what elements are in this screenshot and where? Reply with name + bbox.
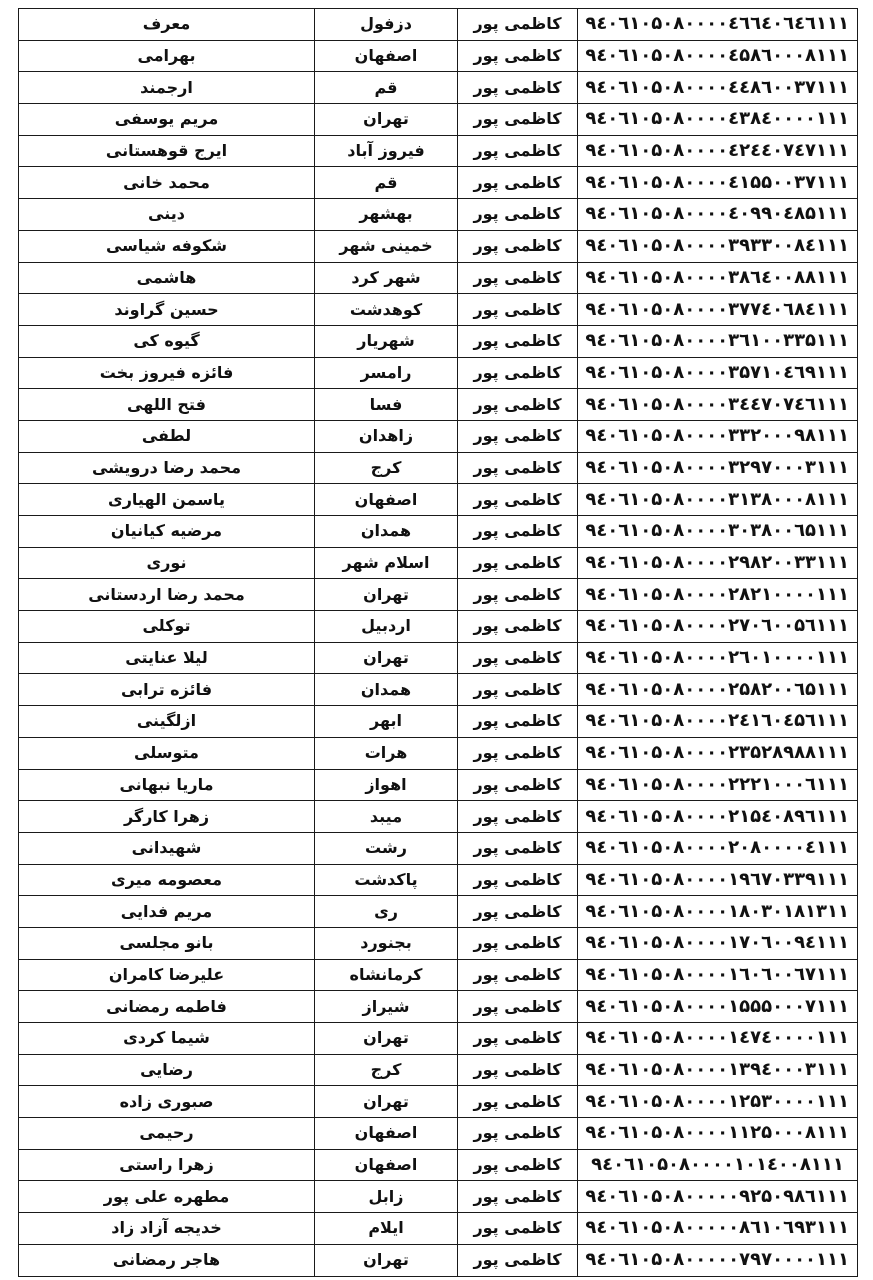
agent-cell: کاظمی پور: [458, 484, 578, 516]
city-cell: همدان: [315, 516, 458, 548]
table-row: [19, 737, 858, 769]
table-row: [19, 832, 858, 864]
table-row: [19, 389, 858, 421]
tracking-code-cell: ۹٤۰٦۱۰۵۰۸۰۰۰۰۳٦۱۰۰۳۳۵۱۱۱: [578, 325, 858, 357]
city-cell: بهشهر: [315, 199, 458, 231]
city-cell: اسلام شهر: [315, 547, 458, 579]
tracking-code-cell: ۹٤۰٦۱۰۵۰۸۰۰۰۰۳۳۲۰۰۰۹۸۱۱۱: [578, 420, 858, 452]
table-row: [19, 864, 858, 896]
agent-cell: کاظمی پور: [458, 547, 578, 579]
agent-cell: کاظمی پور: [458, 104, 578, 136]
city-cell: زابل: [315, 1181, 458, 1213]
city-cell: رشت: [315, 832, 458, 864]
table-row: [19, 167, 858, 199]
agent-cell: کاظمی پور: [458, 72, 578, 104]
table-row: [19, 706, 858, 738]
city-cell: رامسر: [315, 357, 458, 389]
agent-cell: کاظمی پور: [458, 135, 578, 167]
table-row: [19, 1054, 858, 1086]
tracking-code-cell: ۹٤۰٦۱۰۵۰۸۰۰۰۰۳۷۷٤۰٦۸٤۱۱۱: [578, 294, 858, 326]
table-row: [19, 674, 858, 706]
table-row: [19, 230, 858, 262]
tracking-code-cell: ۹٤۰٦۱۰۵۰۸۰۰۰۰۱٦۰٦۰۰٦۷۱۱۱: [578, 959, 858, 991]
person-name-cell: معصومه میری: [19, 864, 315, 896]
agent-cell: کاظمی پور: [458, 611, 578, 643]
person-name-cell: دینی: [19, 199, 315, 231]
table-row: [19, 9, 858, 41]
city-cell: شیراز: [315, 991, 458, 1023]
tracking-code-cell: ۹٤۰٦۱۰۵۰۸۰۰۰۰۱۷۰٦۰۰۹٤۱۱۱: [578, 927, 858, 959]
document-sheet: [18, 8, 857, 1277]
tracking-code-cell: ۹٤۰٦۱۰۵۰۸۰۰۰۰۱۳۹٤۰۰۰۳۱۱۱: [578, 1054, 858, 1086]
person-name-cell: فاطمه رمضانی: [19, 991, 315, 1023]
person-name-cell: فتح اللهی: [19, 389, 315, 421]
tracking-code-cell: ۹٤۰٦۱۰۵۰۸۰۰۰۰۳۸٦٤۰۰۸۸۱۱۱: [578, 262, 858, 294]
table-row: [19, 991, 858, 1023]
tracking-code-cell: ۹٤۰٦۱۰۵۰۸۰۰۰۰۲۵۸۲۰۰٦۵۱۱۱: [578, 674, 858, 706]
table-row: [19, 1118, 858, 1150]
agent-cell: کاظمی پور: [458, 1054, 578, 1086]
city-cell: اردبیل: [315, 611, 458, 643]
tracking-code-cell: ۹٤۰٦۱۰۵۰۸۰۰۰۰۲۹۸۲۰۰۳۳۱۱۱: [578, 547, 858, 579]
city-cell: پاکدشت: [315, 864, 458, 896]
agent-cell: کاظمی پور: [458, 1149, 578, 1181]
tracking-code-cell: ۹٤۰٦۱۰۵۰۸۰۰۰۰۱۱۲۵۰۰۰۸۱۱۱: [578, 1118, 858, 1150]
tracking-code-cell: ۹٤۰٦۱۰۵۰۸۰۰۰۰۲۰۸۰۰۰۰٤۱۱۱: [578, 832, 858, 864]
person-name-cell: لیلا عنایتی: [19, 642, 315, 674]
person-name-cell: هاجر رمضانی: [19, 1244, 315, 1276]
person-name-cell: شیما کردی: [19, 1023, 315, 1055]
agent-cell: کاظمی پور: [458, 896, 578, 928]
city-cell: دزفول: [315, 9, 458, 41]
person-name-cell: علیرضا کامران: [19, 959, 315, 991]
table-row: [19, 40, 858, 72]
person-name-cell: زهرا کارگر: [19, 801, 315, 833]
person-name-cell: توکلی: [19, 611, 315, 643]
city-cell: قم: [315, 167, 458, 199]
tracking-code-cell: ۹٤۰٦۱۰۵۰۸۰۰۰۰۲٦۰۱۰۰۰۰۱۱۱: [578, 642, 858, 674]
person-name-cell: بانو مجلسی: [19, 927, 315, 959]
agent-cell: کاظمی پور: [458, 1086, 578, 1118]
city-cell: همدان: [315, 674, 458, 706]
table-row: [19, 199, 858, 231]
person-name-cell: صبوری زاده: [19, 1086, 315, 1118]
agent-cell: کاظمی پور: [458, 642, 578, 674]
person-name-cell: ازلگینی: [19, 706, 315, 738]
tracking-code-cell: ۹٤۰٦۱۰۵۰۸۰۰۰۰٤۱۵۵۰۰۳۷۱۱۱: [578, 167, 858, 199]
tracking-code-cell: ۹٤۰٦۱۰۵۰۸۰۰۰۰۰۸٦۱۰٦۹۳۱۱۱: [578, 1213, 858, 1245]
table-row: [19, 1181, 858, 1213]
city-cell: تهران: [315, 579, 458, 611]
table-row: [19, 104, 858, 136]
city-cell: ایلام: [315, 1213, 458, 1245]
table-row: [19, 927, 858, 959]
tracking-code-cell: ۹٤۰٦۱۰۵۰۸۰۰۰۰۱۹٦۷۰۳۳۹۱۱۱: [578, 864, 858, 896]
tracking-code-cell: ۹٤۰٦۱۰۵۰۸۰۰۰۰۳۰۳۸۰۰٦۵۱۱۱: [578, 516, 858, 548]
city-cell: خمینی شهر: [315, 230, 458, 262]
city-cell: فیروز آباد: [315, 135, 458, 167]
agent-cell: کاظمی پور: [458, 674, 578, 706]
city-cell: اصفهان: [315, 484, 458, 516]
city-cell: اهواز: [315, 769, 458, 801]
city-cell: اصفهان: [315, 1118, 458, 1150]
city-cell: زاهدان: [315, 420, 458, 452]
table-row: [19, 769, 858, 801]
person-name-cell: زهرا راستی: [19, 1149, 315, 1181]
tracking-code-cell: ۹٤۰٦۱۰۵۰۸۰۰۰۰۳۹۳۳۰۰۸٤۱۱۱: [578, 230, 858, 262]
table-row: [19, 452, 858, 484]
table-row: [19, 72, 858, 104]
tracking-code-cell: ۹٤۰٦۱۰۵۰۸۰۰۰۰۲۳۵۲۸۹۸۸۱۱۱: [578, 737, 858, 769]
agent-cell: کاظمی پور: [458, 199, 578, 231]
records-table-body: [19, 9, 858, 1277]
tracking-code-cell: ۹٤۰٦۱۰۵۰۸۰۰۰۰۱۲۵۳۰۰۰۰۱۱۱: [578, 1086, 858, 1118]
city-cell: تهران: [315, 642, 458, 674]
city-cell: تهران: [315, 1244, 458, 1276]
table-row: [19, 959, 858, 991]
agent-cell: کاظمی پور: [458, 832, 578, 864]
person-name-cell: بهرامی: [19, 40, 315, 72]
city-cell: تهران: [315, 104, 458, 136]
tracking-code-cell: ۹٤۰٦۱۰۵۰۸۰۰۰۰۲۷۰٦۰۰۵٦۱۱۱: [578, 611, 858, 643]
table-row: [19, 642, 858, 674]
agent-cell: کاظمی پور: [458, 864, 578, 896]
table-row: [19, 294, 858, 326]
city-cell: ابهر: [315, 706, 458, 738]
city-cell: قم: [315, 72, 458, 104]
tracking-code-cell: ۹٤۰٦۱۰۵۰۸۰۰۰۰٤٦٦٤۰٦٤٦۱۱۱: [578, 9, 858, 41]
city-cell: اصفهان: [315, 1149, 458, 1181]
person-name-cell: گیوه کی: [19, 325, 315, 357]
person-name-cell: هاشمی: [19, 262, 315, 294]
person-name-cell: شهیدانی: [19, 832, 315, 864]
tracking-code-cell: ۹٤۰٦۱۰۵۰۸۰۰۰۰۳۱۳۸۰۰۰۸۱۱۱: [578, 484, 858, 516]
table-row: [19, 357, 858, 389]
agent-cell: کاظمی پور: [458, 801, 578, 833]
person-name-cell: مریم فدایی: [19, 896, 315, 928]
agent-cell: کاظمی پور: [458, 230, 578, 262]
person-name-cell: فائزه ترابی: [19, 674, 315, 706]
person-name-cell: محمد رضا اردستانی: [19, 579, 315, 611]
city-cell: کرج: [315, 452, 458, 484]
city-cell: شهریار: [315, 325, 458, 357]
tracking-code-cell: ۹٤۰٦۱۰۵۰۸۰۰۰۰۳۲۹۷۰۰۰۳۱۱۱: [578, 452, 858, 484]
table-row: [19, 611, 858, 643]
tracking-code-cell: ۹٤۰٦۱۰۵۰۸۰۰۰۰۲۱۵٤۰۸۹٦۱۱۱: [578, 801, 858, 833]
agent-cell: کاظمی پور: [458, 516, 578, 548]
city-cell: فسا: [315, 389, 458, 421]
person-name-cell: نوری: [19, 547, 315, 579]
city-cell: کوهدشت: [315, 294, 458, 326]
tracking-code-cell: ۹٤۰٦۱۰۵۰۸۰۰۰۰٤۳۸٤۰۰۰۰۱۱۱: [578, 104, 858, 136]
table-row: [19, 896, 858, 928]
table-row: [19, 1244, 858, 1276]
table-row: [19, 135, 858, 167]
city-cell: تهران: [315, 1086, 458, 1118]
person-name-cell: معرف: [19, 9, 315, 41]
tracking-code-cell: ۹٤۰٦۱۰۵۰۸۰۰۰۰۳٤٤۷۰۷٤٦۱۱۱: [578, 389, 858, 421]
city-cell: تهران: [315, 1023, 458, 1055]
table-row: [19, 579, 858, 611]
person-name-cell: حسین گراوند: [19, 294, 315, 326]
agent-cell: کاظمی پور: [458, 706, 578, 738]
person-name-cell: ایرج قوهستانی: [19, 135, 315, 167]
agent-cell: کاظمی پور: [458, 1244, 578, 1276]
table-row: [19, 1023, 858, 1055]
agent-cell: کاظمی پور: [458, 927, 578, 959]
agent-cell: کاظمی پور: [458, 1181, 578, 1213]
person-name-cell: یاسمن الهیاری: [19, 484, 315, 516]
city-cell: اصفهان: [315, 40, 458, 72]
person-name-cell: مرضیه کیانیان: [19, 516, 315, 548]
table-row: [19, 484, 858, 516]
agent-cell: کاظمی پور: [458, 452, 578, 484]
table-row: [19, 547, 858, 579]
person-name-cell: شکوفه شیاسی: [19, 230, 315, 262]
person-name-cell: فائزه فیروز بخت: [19, 357, 315, 389]
table-row: [19, 1086, 858, 1118]
agent-cell: کاظمی پور: [458, 357, 578, 389]
table-row: [19, 325, 858, 357]
agent-cell: کاظمی پور: [458, 420, 578, 452]
agent-cell: کاظمی پور: [458, 294, 578, 326]
tracking-code-cell: ۹٤۰٦۱۰۵۰۸۰۰۰۰۳۵۷۱۰٤٦۹۱۱۱: [578, 357, 858, 389]
person-name-cell: لطفی: [19, 420, 315, 452]
person-name-cell: متوسلی: [19, 737, 315, 769]
agent-cell: کاظمی پور: [458, 167, 578, 199]
person-name-cell: محمد خانی: [19, 167, 315, 199]
city-cell: بجنورد: [315, 927, 458, 959]
person-name-cell: مطهره علی پور: [19, 1181, 315, 1213]
person-name-cell: رحیمی: [19, 1118, 315, 1150]
person-name-cell: خدیجه آزاد زاد: [19, 1213, 315, 1245]
city-cell: میبد: [315, 801, 458, 833]
tracking-code-cell: ۹٤۰٦۱۰۵۰۸۰۰۰۰۲۸۲۱۰۰۰۰۱۱۱: [578, 579, 858, 611]
agent-cell: کاظمی پور: [458, 737, 578, 769]
tracking-code-cell: ۹٤۰٦۱۰۵۰۸۰۰۰۰٤۲٤٤۰۷٤۷۱۱۱: [578, 135, 858, 167]
agent-cell: کاظمی پور: [458, 1213, 578, 1245]
table-row: [19, 1149, 858, 1181]
agent-cell: کاظمی پور: [458, 40, 578, 72]
tracking-code-cell: ۹٤۰٦۱۰۵۰۸۰۰۰۰۱٤۷٤۰۰۰۰۱۱۱: [578, 1023, 858, 1055]
records-table: [18, 8, 858, 1277]
tracking-code-cell: ۹٤۰٦۱۰۵۰۸۰۰۰۰۱۵۵۵۰۰۰۷۱۱۱: [578, 991, 858, 1023]
table-row: [19, 262, 858, 294]
tracking-code-cell: ۹٤۰٦۱۰۵۰۸۰۰۰۰۲۲۲۱۰۰۰٦۱۱۱: [578, 769, 858, 801]
tracking-code-cell: ۹٤۰٦۱۰۵۰۸۰۰۰۰۰۷۹۷۰۰۰۰۱۱۱: [578, 1244, 858, 1276]
table-row: [19, 516, 858, 548]
city-cell: ری: [315, 896, 458, 928]
table-row: [19, 801, 858, 833]
person-name-cell: ارجمند: [19, 72, 315, 104]
agent-cell: کاظمی پور: [458, 389, 578, 421]
agent-cell: کاظمی پور: [458, 262, 578, 294]
tracking-code-cell: ۹٤۰٦۱۰۵۰۸۰۰۰۰۰۹۲۵۰۹۸٦۱۱۱: [578, 1181, 858, 1213]
agent-cell: کاظمی پور: [458, 1023, 578, 1055]
person-name-cell: ماریا نبهانی: [19, 769, 315, 801]
tracking-code-cell: ۹٤۰٦۱۰۵۰۸۰۰۰۰٤٤۸٦۰۰۳۷۱۱۱: [578, 72, 858, 104]
city-cell: کرج: [315, 1054, 458, 1086]
agent-cell: کاظمی پور: [458, 959, 578, 991]
city-cell: هرات: [315, 737, 458, 769]
tracking-code-cell: ۹٤۰٦۱۰۵۰۸۰۰۰۰۱۸۰۳۰۱۸۱۳۱۱: [578, 896, 858, 928]
person-name-cell: رضایی: [19, 1054, 315, 1086]
agent-cell: کاظمی پور: [458, 991, 578, 1023]
table-row: [19, 420, 858, 452]
table-row: [19, 1213, 858, 1245]
city-cell: کرمانشاه: [315, 959, 458, 991]
agent-cell: کاظمی پور: [458, 1118, 578, 1150]
agent-cell: کاظمی پور: [458, 769, 578, 801]
tracking-code-cell: ۹٤۰٦۱۰۵۰۸۰۰۰۰۱۰۱٤۰۰۸۱۱۱: [578, 1149, 858, 1181]
city-cell: شهر کرد: [315, 262, 458, 294]
agent-cell: کاظمی پور: [458, 579, 578, 611]
tracking-code-cell: ۹٤۰٦۱۰۵۰۸۰۰۰۰۲٤۱٦۰٤۵٦۱۱۱: [578, 706, 858, 738]
person-name-cell: مریم یوسفی: [19, 104, 315, 136]
agent-cell: کاظمی پور: [458, 9, 578, 41]
agent-cell: کاظمی پور: [458, 325, 578, 357]
tracking-code-cell: ۹٤۰٦۱۰۵۰۸۰۰۰۰٤۰۹۹۰٤۸۵۱۱۱: [578, 199, 858, 231]
person-name-cell: محمد رضا درویشی: [19, 452, 315, 484]
tracking-code-cell: ۹٤۰٦۱۰۵۰۸۰۰۰۰٤۵۸٦۰۰۰۸۱۱۱: [578, 40, 858, 72]
